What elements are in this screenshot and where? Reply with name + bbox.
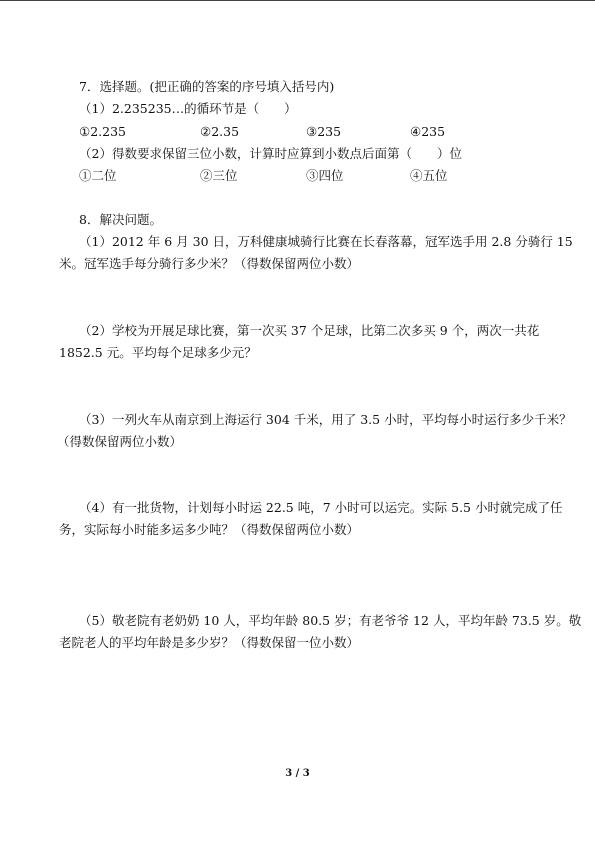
q7-sub2-option-4: ④五位: [410, 168, 448, 183]
q8-problem-2-line-2: 1852.5 元。平均每个足球多少元？: [59, 345, 257, 360]
q7-sub1-option-2: ②2.35: [200, 124, 240, 139]
q7-sub1-option-1: ①2.235: [79, 124, 126, 139]
q7-sub1-option-4: ④235: [410, 124, 446, 139]
q8-problem-5-line-2: 老院老人的平均年龄是多少岁？（得数保留一位小数）: [59, 635, 360, 650]
q7-sub1-option-3: ③235: [306, 124, 342, 139]
q8-problem-1-line-2: 米。冠军选手每分骑行多少米？（得数保留两位小数）: [59, 256, 360, 271]
q8-problem-4-line-2: 务，实际每小时能多运多少吨？（得数保留两位小数）: [59, 522, 360, 537]
q8-problem-4-line-1: （4）有一批货物，计划每小时运 22.5 吨，7 小时可以运完。实际 5.5 小时就完成了任: [79, 500, 563, 515]
q8-title: 8．解决问题。: [79, 212, 162, 227]
q8-problem-5-line-1: （5）敬老院有老奶奶 10 人，平均年龄 80.5 岁；有老爷爷 12 人，平均年龄 73.5 岁。敬: [79, 613, 582, 628]
q8-problem-3-line-2: （得数保留两位小数）: [57, 434, 183, 449]
q7-sub2-option-2: ②三位: [200, 168, 238, 183]
page-number: 3 / 3: [285, 768, 310, 779]
q7-title: 7．选择题。(把正确的答案的序号填入括号内): [79, 79, 335, 94]
q7-sub2-option-3: ③四位: [306, 168, 344, 183]
q8-problem-1-line-1: （1）2012 年 6 月 30 日，万科健康城骑行比赛在长春落幕，冠军选手用 2.8 分骑行 15: [79, 234, 573, 249]
top-border-line: [0, 0, 595, 1]
q8-problem-2-line-1: （2）学校为开展足球比赛，第一次买 37 个足球，比第二次多买 9 个，两次一共花: [79, 323, 540, 338]
q7-sub1-question: （1）2.235235…的循环节是（ ）: [79, 101, 297, 116]
q8-problem-3-line-1: （3）一列火车从南京到上海运行 304 千米，用了 3.5 小时，平均每小时运行多少千米？: [79, 412, 572, 427]
q7-sub2-question: （2）得数要求保留三位小数，计算时应算到小数点后面第（ ）位: [79, 146, 462, 161]
q7-sub2-option-1: ①二位: [79, 168, 117, 183]
